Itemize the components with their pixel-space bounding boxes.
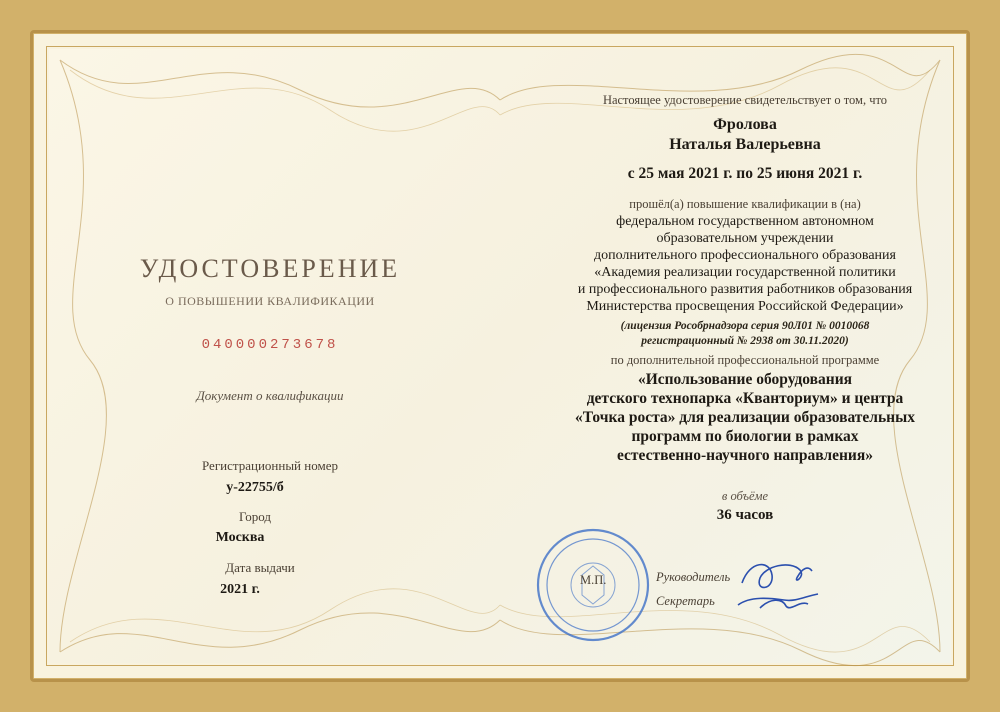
org-line: образовательном учреждении	[656, 231, 834, 246]
issue-date-label: Дата выдачи	[225, 560, 295, 575]
license-line: (лицензия Рособрнадзора серия 90Л01 № 0010068	[620, 320, 870, 332]
program-line: «Точка роста» для реализации образовательных	[575, 409, 915, 426]
registration-label: Регистрационный номер	[202, 458, 338, 473]
org-line: Министерства просвещения Российской Федерации»	[586, 299, 904, 314]
org-line: «Академия реализации государственной политики	[594, 265, 896, 280]
secretary-label: Секретарь	[656, 594, 715, 608]
city-label: Город	[238, 509, 272, 524]
surname: Фролова	[713, 116, 777, 133]
program-line: детского технопарка «Кванториум» и центра	[586, 390, 904, 407]
program-line: «Использование оборудования	[637, 371, 853, 388]
program-intro: по дополнительной профессиональной программе	[610, 353, 880, 367]
passed-text: прошёл(а) повышение квалификации в (на)	[629, 197, 861, 211]
training-dates: с 25 мая 2021 г. по 25 июня 2021 г.	[627, 165, 863, 182]
org-line: дополнительного профессионального образования	[594, 248, 896, 263]
org-line: и профессионального развития работников образования	[577, 282, 913, 297]
certificate-subtitle: О ПОВЫШЕНИИ КВАЛИФИКАЦИИ	[165, 294, 375, 308]
volume-label: в объёме	[721, 489, 769, 503]
program-line: программ по биологии в рамках	[631, 428, 859, 445]
issue-date-value: 2021 г.	[220, 582, 260, 597]
given-names: Наталья Валерьевна	[669, 136, 821, 153]
head-label: Руководитель	[656, 570, 731, 584]
intro-text: Настоящее удостоверение свидетельствует о том, что	[602, 93, 888, 107]
registration-value: у-22755/б	[226, 480, 284, 495]
org-line: федеральном государственном автономном	[616, 214, 874, 229]
serial-number: 040000273678	[201, 337, 339, 353]
volume-value: 36 часов	[716, 507, 774, 523]
program-line: естественно-научного направления»	[616, 447, 873, 464]
stamp-label: М.П.	[580, 573, 607, 587]
document-kind: Документ о квалификации	[196, 388, 344, 403]
city-value: Москва	[215, 530, 265, 545]
certificate-title: УДОСТОВЕРЕНИЕ	[139, 254, 401, 283]
license-line: регистрационный № 2938 от 30.11.2020)	[641, 335, 849, 347]
signature	[738, 565, 818, 608]
